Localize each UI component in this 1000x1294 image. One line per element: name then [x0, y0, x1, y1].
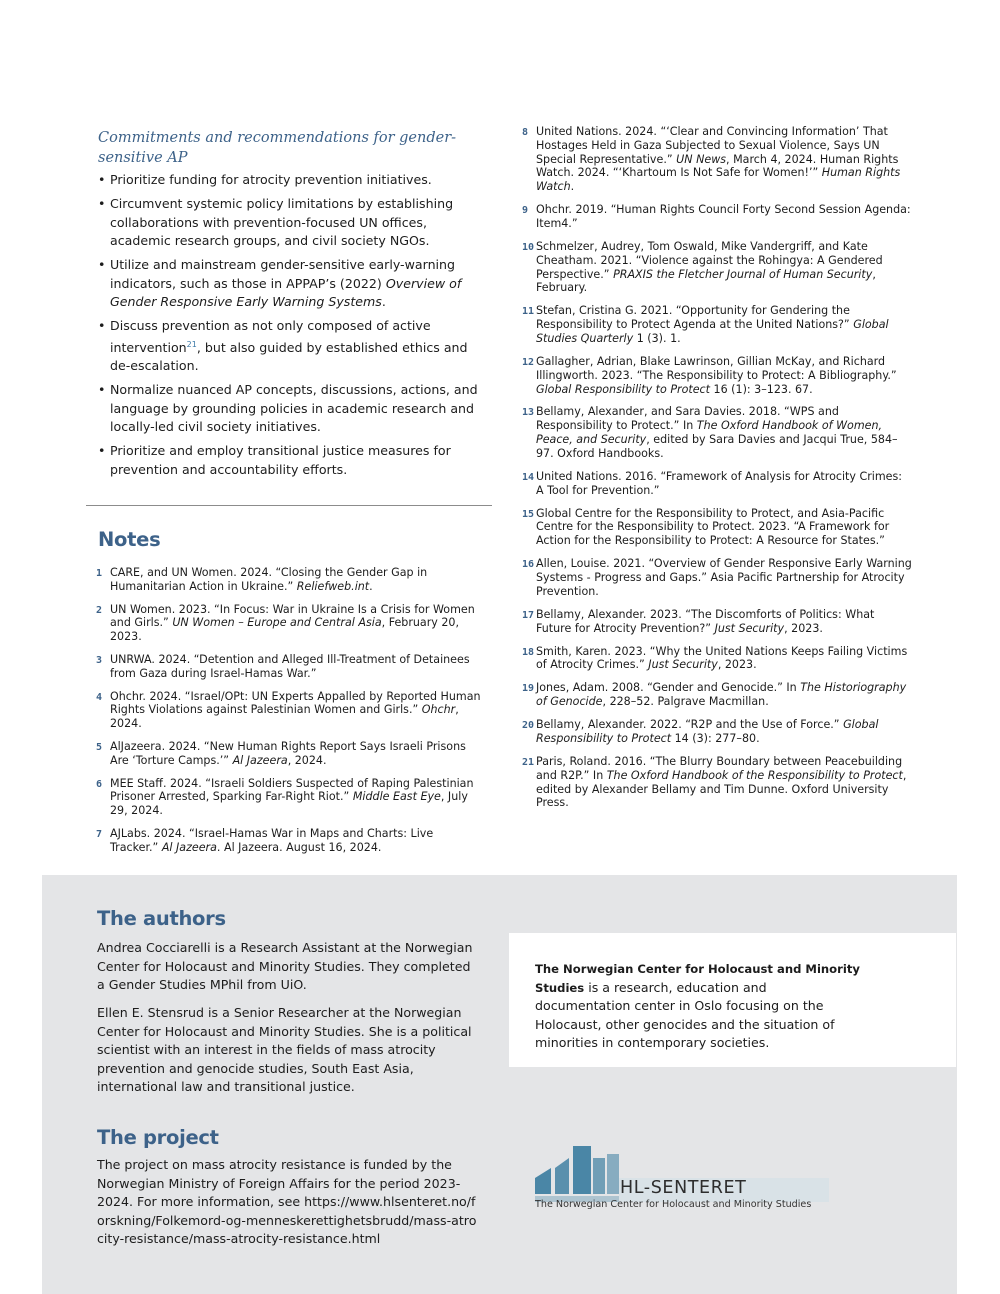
note-number: 9: [522, 205, 529, 217]
note-item: [96, 827, 481, 855]
note-number: 4: [96, 691, 103, 703]
note-number: 5: [96, 741, 103, 753]
note-number: 8: [522, 127, 529, 138]
center-name: The Norwegian Center for Holocaust and Minority Studies: [535, 962, 860, 995]
note-item: [522, 608, 912, 636]
note-item: [96, 603, 481, 644]
note-number: 3: [96, 654, 103, 666]
note-number: 11: [522, 306, 535, 318]
note-item: [522, 681, 912, 709]
recommendation-item: • Normalize nuanced AP concepts, discussions, actions, and language by grounding policies in academic research and locally-led civil society initiatives.: [98, 381, 483, 437]
recommendations-heading: Commitments and recommendations for gender-sensitive AP: [98, 130, 457, 166]
logo-tagline: The Norwegian Center for Holocaust and Minority Studies: [535, 1199, 812, 1210]
author-bio: Andrea Cocciarelli is a Research Assistant at the Norwegian Center for Holocaust and Minority Studies. They completed a Gender Studies MPhil from UiO.: [97, 940, 473, 992]
recommendation-item: • Circumvent systemic policy limitations by establishing collaborations with prevention-focused UN offices, academic research groups, and civil society NGOs.: [98, 195, 483, 251]
note-item: [522, 125, 912, 194]
note-item: [522, 470, 912, 498]
note-number: 13: [522, 407, 535, 419]
note-number: 10: [522, 241, 535, 253]
note-text: AlJazeera. 2024. “New Human Rights Report Says Israeli Prisons Are ‘Torture Camps.’” Al Jazeera, 2024.: [110, 739, 466, 767]
note-item: [96, 653, 481, 681]
project-text: The project on mass atrocity resistance is funded by the Norwegian Ministry of Foreign Affairs for the period 2023-2024. For more information, see: [97, 1157, 461, 1209]
center-description-text: is a research, education and documentation center in Oslo focusing on the Holocaust, other genocides and the situation of minorities in contemporary societies.: [535, 979, 835, 1050]
notes-list-right: [522, 125, 912, 819]
recommendation-item: • Prioritize and employ transitional justice measures for prevention and accountability efforts.: [98, 442, 483, 479]
note-item: [96, 740, 481, 768]
note-number: 16: [522, 559, 535, 571]
note-text: Global Centre for the Responsibility to Protect, and Asia-Pacific Centre for the Responsibility to Protect. 2023. “A Framework for Action for the Responsibility to Protect: A Resource for States.”: [536, 506, 890, 548]
note-number: 1: [96, 568, 103, 579]
project-link[interactable]: https://www.hlsenteret.no/forskning/Folkemord-og-menneskerettighetsbrudd/mass-atrocity-resistance/mass-atrocity-resistance.html: [97, 1194, 477, 1246]
note-number: 2: [96, 604, 103, 616]
note-item: [522, 755, 912, 810]
note-item: [522, 557, 912, 598]
note-item: [522, 240, 912, 295]
authors-heading: The authors: [97, 907, 226, 930]
note-text: Stefan, Cristina G. 2021. “Opportunity for Gendering the Responsibility to Protect Agenda at the United Nations?” Global Studies Quarterly 1 (3). 1.: [536, 304, 889, 345]
note-text: Ohchr. 2019. “Human Rights Council Forty Second Session Agenda: Item4.”: [536, 203, 911, 230]
recommendations-section: [98, 128, 483, 485]
note-text: UN Women. 2023. “In Focus: War in Ukraine Is a Crisis for Women and Girls.” UN Women – Europe and Central Asia, February 20, 2023.: [110, 602, 475, 644]
recommendations-list: [98, 171, 483, 479]
note-text: Bellamy, Alexander. 2022. “R2P and the Use of Force.” Global Responsibility to Protect 14 (3): 277–80.: [536, 718, 879, 745]
note-text: Smith, Karen. 2023. “Why the United Nations Keeps Failing Victims of Atrocity Crimes.” Just Security, 2023.: [536, 644, 908, 672]
note-number: 20: [522, 720, 535, 732]
notes-list-left: [96, 566, 481, 864]
note-item: [522, 355, 912, 396]
note-item: [522, 203, 912, 231]
author-bio: Ellen E. Stensrud is a Senior Researcher at the Norwegian Center for Holocaust and Minority Studies. She is a political scientist with an interest in the fields of mass atrocity prevention and genocide studies, South East Asia, international law and transitional justice.: [97, 1005, 472, 1094]
note-number: 18: [522, 646, 535, 658]
note-number: 17: [522, 609, 535, 621]
note-text: United Nations. 2016. “Framework of Analysis for Atrocity Crimes: A Tool for Prevention.”: [536, 469, 903, 497]
note-number: 21: [522, 756, 535, 768]
project-description: [97, 1156, 482, 1249]
note-item: [96, 777, 481, 818]
note-item: [522, 718, 912, 746]
note-text: Allen, Louise. 2021. “Overview of Gender Responsive Early Warning Systems - Progress and Gaps.” Asia Pacific Partnership for Atrocity Prevention.: [536, 557, 912, 598]
note-text: Jones, Adam. 2008. “Gender and Genocide.” In The Historiography of Genocide, 228–52. Palgrave Macmillan.: [536, 681, 907, 709]
project-heading: The project: [97, 1126, 219, 1149]
note-text: UNRWA. 2024. “Detention and Alleged Ill-Treatment of Detainees from Gaza during Israel-Hamas War.”: [110, 652, 470, 680]
note-text: AJLabs. 2024. “Israel-Hamas War in Maps and Charts: Live Tracker.” Al Jazeera. Al Jazeera. August 16, 2024.: [110, 826, 434, 854]
note-text: Schmelzer, Audrey, Tom Oswald, Mike Vandergriff, and Kate Cheatham. 2021. “Violence against the Rohingya: A Gendered Perspective.” PRAXIS the Fletcher Journal of Human Security, February.: [536, 239, 883, 295]
note-number: 14: [522, 471, 535, 483]
footnote-ref[interactable]: 21: [186, 339, 197, 349]
note-item: [522, 304, 912, 345]
note-text: United Nations. 2024. “‘Clear and Convincing Information’ That Hostages Held in Gaza Subjected to Sexual Violence, Says UN Special Representative.” UN News, March 4, 2024. Human Rights Watch. 2024. “‘Khartoum Is Not Safe for Women!’” Human Rights Watch.: [536, 125, 901, 194]
note-number: 15: [522, 508, 535, 520]
note-text: Bellamy, Alexander. 2023. “The Discomforts of Politics: What Future for Atrocity Prevention?” Just Security, 2023.: [536, 607, 875, 635]
notes-heading: Notes: [98, 528, 161, 551]
note-text: Paris, Roland. 2016. “The Blurry Boundary between Peacebuilding and R2P.” In The Oxford Handbook of the Responsibility to Protect, edited by Alexander Bellamy and Tim Dunne. Oxford University Press.: [536, 754, 907, 810]
section-divider: [86, 505, 492, 506]
note-item: [96, 566, 481, 594]
note-number: 6: [96, 778, 103, 790]
recommendation-item: • Discuss prevention as not only composed of active intervention$^{21}$, but also guided by established ethics and de-escalation.: [98, 317, 483, 376]
note-item: [96, 690, 481, 731]
recommendation-item: • Utilize and mainstream gender-sensitive early-warning indicators, such as those in APPAP’s (2022) Overview of Gender Responsive Early Warning Systems.: [98, 256, 483, 312]
logo-name: HL-SENTERET: [620, 1178, 747, 1198]
note-item: [522, 645, 912, 673]
note-text: CARE, and UN Women. 2024. “Closing the Gender Gap in Humanitarian Action in Ukraine.” Reliefweb.int.: [110, 566, 428, 593]
note-text: Gallagher, Adrian, Blake Lawrinson, Gillian McKay, and Richard Illingworth. 2023. “The Responsibility to Protect: A Bibliography.” Global Responsibility to Protect 16 (1): 3–123. 67.: [536, 354, 897, 396]
note-text: MEE Staff. 2024. “Israeli Soldiers Suspected of Raping Palestinian Prisoner Arrested, Sparking Far-Right Riot.” Middle East Eye, July 29, 2024.: [110, 776, 474, 818]
center-description: [535, 960, 865, 1053]
note-number: 7: [96, 828, 103, 840]
note-text: Bellamy, Alexander, and Sara Davies. 2018. “WPS and Responsibility to Protect.” In The Oxford Handbook of Women, Peace, and Security, edited by Sara Davies and Jacqui True, 584–97. Oxford Handbooks.: [536, 405, 898, 460]
note-number: 19: [522, 683, 535, 695]
note-number: 12: [522, 356, 535, 368]
recommendation-item: • Prioritize funding for atrocity prevention initiatives.: [98, 171, 483, 190]
note-item: [522, 507, 912, 548]
note-text: Ohchr. 2024. “Israel/OPt: UN Experts Appalled by Reported Human Rights Violations against Palestinian Women and Girls.” Ohchr, 2024.: [110, 689, 481, 731]
note-item: [522, 405, 912, 460]
